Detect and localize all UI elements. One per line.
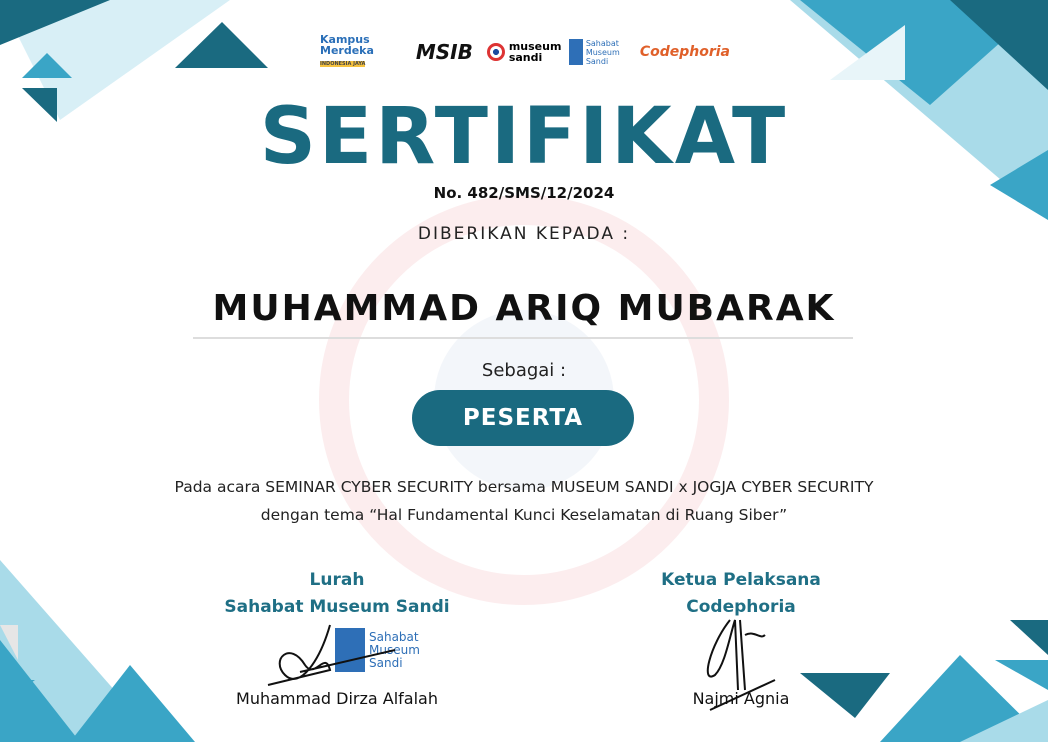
sahabat-museum-sandi-stamp: Sahabat Museum Sandi <box>335 628 433 672</box>
signatory-2-name: Najmi Agnia <box>692 689 790 708</box>
sahabat-museum-sandi-logo: Sahabat Museum Sandi <box>569 39 626 66</box>
signatory-1-name: Muhammad Dirza Alfalah <box>236 689 438 708</box>
signatory-1-org: Sahabat Museum Sandi <box>224 597 450 617</box>
codephoria-logo: Codephoria <box>639 44 730 60</box>
certificate-number: No. 482/SMS/12/2024 <box>433 184 615 202</box>
msib-logo: MSIB <box>415 40 473 64</box>
signatory-2-org: Codephoria <box>686 597 796 617</box>
given-to-label: DIBERIKAN KEPADA : <box>417 224 631 244</box>
signatory-2-title: Ketua Pelaksana <box>661 570 821 590</box>
event-description: Pada acara SEMINAR CYBER SECURITY bersama MUSEUM SANDI x JOGJA CYBER SECURITY <box>174 478 874 496</box>
certificate-title: SERTIFIKAT <box>259 92 789 182</box>
role-badge: PESERTA <box>412 390 634 446</box>
name-underline <box>193 337 853 339</box>
recipient-name: MUHAMMAD ARIQ MUBARAK <box>212 288 836 329</box>
signatory-1-title: Lurah <box>309 570 365 590</box>
signature-1 <box>260 620 410 690</box>
partner-logos <box>320 34 730 70</box>
museum-sandi-logo: museum sandi <box>487 41 555 63</box>
event-theme: dengan tema “Hal Fundamental Kunci Keselamatan di Ruang Siber” <box>260 506 788 524</box>
as-label: Sebagai : <box>481 360 567 381</box>
kampus-merdeka-logo: Kampus Merdeka INDONESIA JAYA <box>320 33 374 67</box>
